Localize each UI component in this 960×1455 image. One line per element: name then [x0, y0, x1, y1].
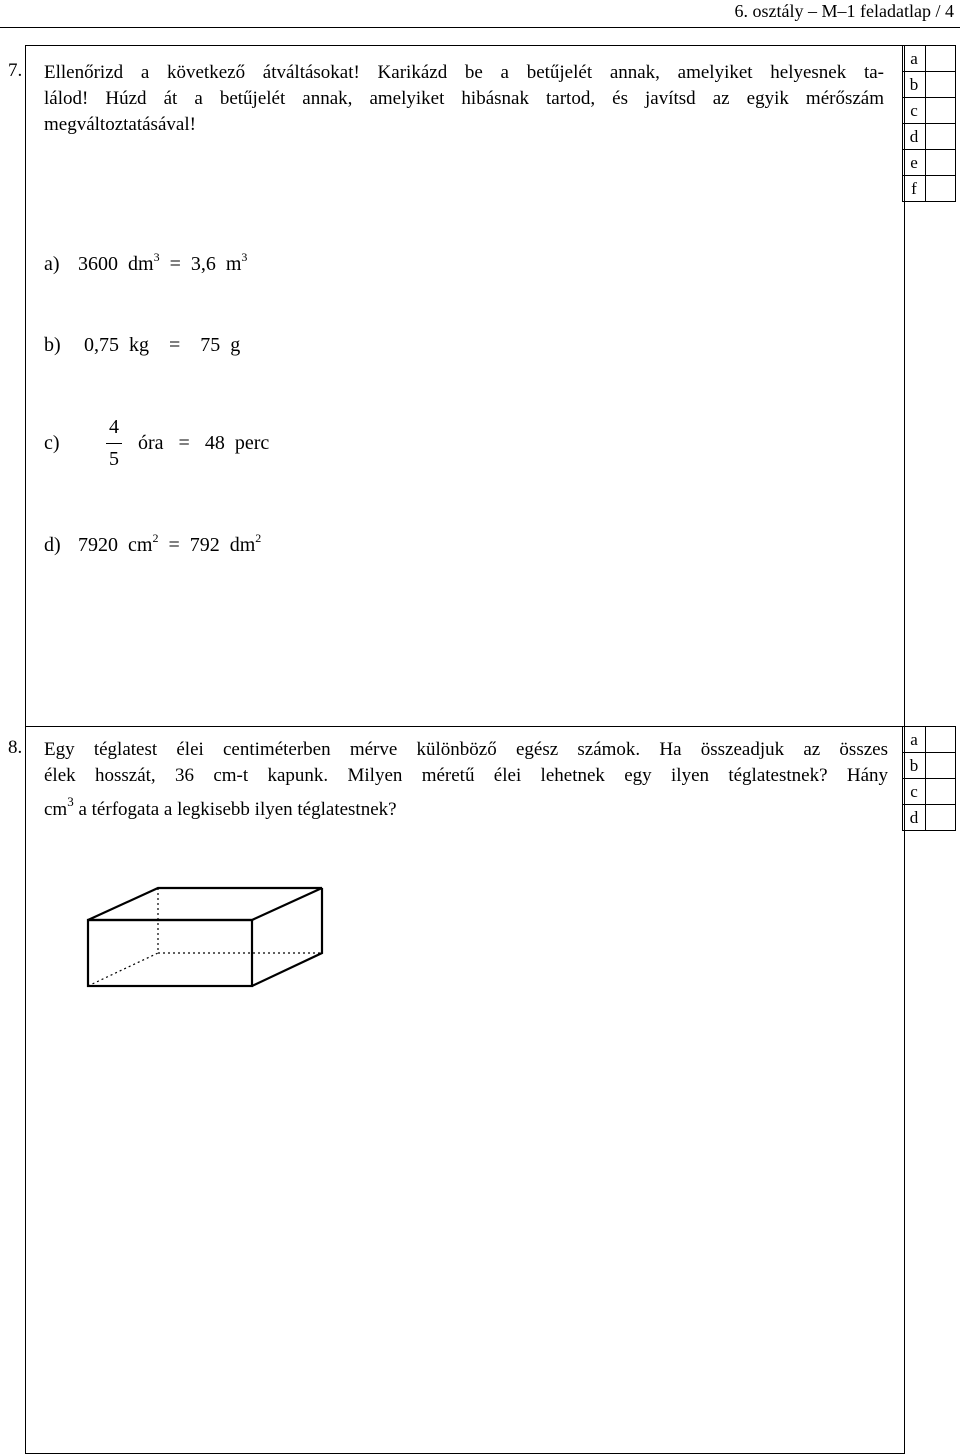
- problem-7-text: [44, 60, 884, 138]
- score-cell[interactable]: [926, 150, 956, 176]
- cuboid-top-face: [88, 888, 322, 920]
- right-unit: dm: [229, 534, 256, 556]
- score-cell[interactable]: [926, 805, 956, 831]
- score-label: c: [903, 98, 926, 124]
- score-cell[interactable]: [926, 176, 956, 202]
- problem-8-line-3: [44, 789, 888, 823]
- cuboid-right-edges: [252, 888, 322, 986]
- problem-8-number: 8.: [8, 737, 23, 758]
- item-label: a): [44, 253, 60, 275]
- left-unit: óra: [138, 432, 164, 454]
- left-exponent: 3: [153, 250, 160, 264]
- left-unit: kg: [129, 334, 149, 356]
- problem-8-score-table: [902, 726, 956, 831]
- score-cell[interactable]: [926, 98, 956, 124]
- fraction-denominator: 5: [109, 448, 119, 470]
- score-label: f: [903, 176, 926, 202]
- score-row-b: [903, 72, 956, 98]
- score-row-f: [903, 176, 956, 202]
- score-label: a: [903, 727, 926, 753]
- left-unit: dm: [128, 253, 154, 275]
- equals-sign: =: [169, 334, 181, 356]
- item-label: b): [44, 334, 61, 356]
- problem-7-line-3: megváltoztatásával!: [44, 114, 196, 135]
- score-label: b: [903, 753, 926, 779]
- score-label: d: [903, 805, 926, 831]
- problem-7-number: 7.: [8, 60, 23, 81]
- score-row-c: [903, 98, 956, 124]
- equals-sign: =: [178, 432, 190, 454]
- score-cell[interactable]: [926, 727, 956, 753]
- score-label: e: [903, 150, 926, 176]
- score-cell[interactable]: [926, 779, 956, 805]
- page-header: 6. osztály – M–1 feladatlap / 4: [734, 1, 954, 21]
- score-row-a: [903, 727, 956, 753]
- problem-7-line-2: lálod! Húzd át a betűjelét annak, amelyiket hibásnak tartod, és javítsd az egyik mérőszám: [44, 88, 884, 109]
- conversion-item-d[interactable]: [44, 531, 261, 557]
- cuboid-hidden-depth-edge: [88, 953, 158, 986]
- right-exponent: 2: [255, 531, 262, 545]
- score-cell[interactable]: [926, 72, 956, 98]
- left-exponent: 2: [152, 531, 159, 545]
- right-unit: perc: [234, 432, 270, 454]
- left-value: 7920: [78, 534, 118, 556]
- score-row-c: [903, 779, 956, 805]
- score-cell[interactable]: [926, 46, 956, 72]
- fraction: [106, 414, 122, 472]
- score-cell[interactable]: [926, 753, 956, 779]
- conversion-item-b[interactable]: [44, 334, 240, 357]
- score-label: d: [903, 124, 926, 150]
- right-unit: g: [230, 334, 241, 356]
- score-label: b: [903, 72, 926, 98]
- problem-8-frame: [25, 726, 905, 1454]
- item-label: d): [44, 534, 61, 556]
- score-row-d: [903, 124, 956, 150]
- problem-8-line-3-rest: a térfogata a legkisebb ilyen téglatestnek?: [73, 799, 397, 820]
- left-value: 3600: [78, 253, 118, 275]
- score-row-e: [903, 150, 956, 176]
- problem-8-line-2: élek hosszát, 36 cm-t kapunk. Milyen méretű élei lehetnek egy ilyen téglatestnek? Hány: [44, 765, 888, 786]
- item-label: c): [44, 432, 60, 454]
- problem-7-line-1: Ellenőrizd a következő átváltásokat! Karikázd be a betűjelét annak, amelyiket helyesnek ta-: [44, 62, 884, 83]
- right-value: 792: [189, 534, 220, 556]
- problem-8-text: [44, 737, 888, 823]
- score-cell[interactable]: [926, 124, 956, 150]
- score-label: a: [903, 46, 926, 72]
- right-value: 3,6: [190, 253, 216, 275]
- conversion-item-a[interactable]: [44, 250, 247, 276]
- cuboid-figure: [80, 880, 330, 995]
- right-exponent: 3: [241, 250, 248, 264]
- score-row-d: [903, 805, 956, 831]
- left-unit: cm: [128, 534, 153, 556]
- right-value: 75: [200, 334, 221, 356]
- problem-7-score-table: [902, 45, 956, 202]
- score-row-b: [903, 753, 956, 779]
- volume-unit-exponent: 3: [67, 794, 74, 809]
- right-value: 48: [204, 432, 225, 454]
- equals-sign: =: [168, 534, 180, 556]
- problem-8-line-1: Egy téglatest élei centiméterben mérve különböző egész számok. Ha összeadjuk az összes: [44, 739, 888, 760]
- problem-7-frame: [25, 45, 905, 727]
- score-row-a: [903, 46, 956, 72]
- right-unit: m: [225, 253, 242, 275]
- header-rule: [0, 27, 960, 28]
- score-label: c: [903, 779, 926, 805]
- left-value: 0,75: [84, 334, 119, 356]
- volume-unit: cm: [44, 799, 68, 820]
- fraction-bar: [106, 443, 122, 444]
- fraction-numerator: 4: [109, 416, 119, 438]
- item-c-rest: [138, 432, 269, 455]
- equals-sign: =: [169, 253, 181, 275]
